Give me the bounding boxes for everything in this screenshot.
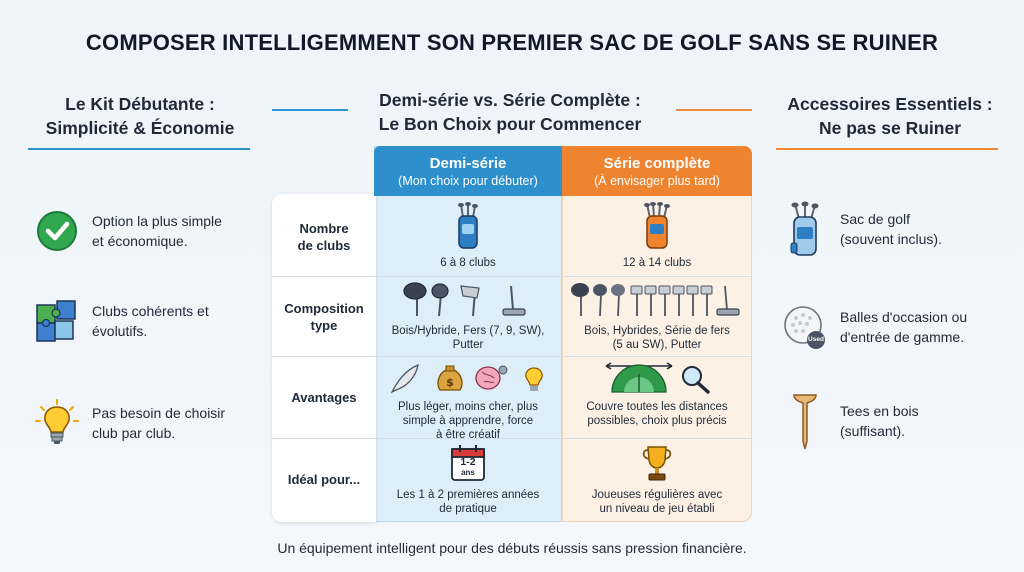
center-heading-line2: Le Bon Choix pour Commencer (378, 114, 642, 134)
left-column-heading (20, 92, 260, 140)
half-set-header (374, 146, 562, 196)
golf-ball-icon (782, 304, 828, 350)
right-item-line2: (suffisant). (840, 423, 906, 439)
center-heading-line1: Demi-série vs. Série Complète : (379, 90, 641, 110)
row-label-ideal-for (272, 448, 376, 510)
full-set-ideal-line2: un niveau de jeu établi (599, 503, 715, 515)
right-item-line2: d'entrée de gamme. (840, 329, 965, 345)
comparison-table (272, 146, 752, 522)
full-set-composition-line1: Bois, Hybrides, Série de fers (584, 325, 730, 337)
right-heading-line1: Accessoires Essentiels : (787, 94, 993, 114)
page-title: COMPOSER INTELLIGEMMENT SON PREMIER SAC DE GOLF SANS SE RUINER (85, 30, 939, 55)
advantages-icons (602, 362, 712, 394)
half-set-advantages-line3: à être créatif (436, 429, 500, 441)
right-item-golf-bag (782, 206, 942, 252)
half-set-club-count: 6 à 8 clubs (440, 257, 496, 269)
checkmark-icon (34, 208, 80, 254)
full-set-title: Série complète (603, 154, 711, 172)
half-set-advantages-cell (374, 362, 562, 442)
full-set-header (562, 146, 752, 196)
full-set-ideal-cell (562, 444, 752, 516)
row-label-line1: Nombre (299, 221, 349, 236)
svg-text:$: $ (446, 376, 454, 389)
golf-clubs-icon (571, 282, 743, 318)
puzzle-icon (34, 298, 80, 344)
magnifier-icon (683, 367, 708, 392)
golf-tee-icon (782, 398, 828, 444)
half-set-club-count-cell (374, 202, 562, 270)
half-set-ideal-line1: Les 1 à 2 premières années (396, 489, 540, 501)
golf-bag-icon (641, 202, 673, 250)
full-set-ideal-line1: Joueuses régulières avec (591, 489, 723, 501)
full-set-advantages-line1: Couvre toutes les distances (586, 401, 728, 413)
row-divider (272, 356, 752, 357)
left-heading-line2: Simplicité & Économie (45, 118, 235, 138)
full-set-composition-line2: (5 au SW), Putter (612, 339, 702, 351)
left-item-line1: Pas besoin de choisir (92, 405, 226, 421)
footer-caption: Un équipement intelligent pour des débuts réussis sans pression financière. (277, 540, 747, 556)
right-item-line1: Sac de golf (840, 211, 911, 227)
calendar-unit: ans (461, 468, 475, 477)
left-item-line1: Clubs cohérents et (92, 303, 209, 319)
right-item-tees (782, 398, 919, 444)
money-bag-icon (438, 366, 462, 390)
left-item-line2: club par club. (92, 425, 176, 441)
idea-bulb-icon (526, 368, 542, 391)
calendar-icon (450, 444, 486, 482)
center-column-heading (330, 88, 690, 136)
right-heading-underline (776, 148, 998, 150)
half-set-title: Demi-série (429, 154, 507, 172)
full-set-advantages-cell (562, 362, 752, 428)
half-set-advantages-line1: Plus léger, moins cher, plus (398, 401, 538, 413)
half-set-subtitle: (Mon choix pour débuter) (398, 173, 538, 188)
half-set-composition-line2: Putter (452, 339, 484, 351)
full-set-composition-cell (562, 282, 752, 352)
half-set-composition-cell (374, 282, 562, 352)
row-label-line2: type (310, 318, 338, 333)
left-heading-underline (28, 148, 250, 150)
right-column-heading (770, 92, 1010, 140)
right-item-line2: (souvent inclus). (840, 231, 942, 247)
advantages-icons (388, 362, 548, 394)
row-divider (272, 276, 752, 277)
distance-gauge-icon (606, 363, 672, 392)
half-set-composition-line1: Bois/Hybride, Fers (7, 9, SW), (391, 325, 545, 337)
row-label-line1: Composition (284, 301, 364, 316)
full-set-club-count-cell (562, 202, 752, 270)
half-set-ideal-line2: de pratique (439, 503, 497, 515)
trophy-icon (639, 444, 675, 482)
left-heading-line1: Le Kit Débutante : (65, 94, 215, 114)
feather-icon (392, 365, 418, 392)
row-label-line1: Avantages (291, 389, 357, 405)
half-set-ideal-cell (374, 444, 562, 516)
brain-icon (476, 366, 507, 389)
used-badge: Used (808, 336, 824, 343)
left-item-line2: et économique. (92, 233, 188, 249)
right-item-golf-balls (782, 304, 967, 350)
right-item-line1: Balles d'occasion ou (840, 309, 968, 325)
full-set-subtitle: (À envisager plus tard) (594, 173, 720, 188)
full-set-advantages-line2: possibles, choix plus précis (587, 415, 727, 427)
golf-clubs-icon (403, 282, 533, 318)
row-label-line1: Idéal pour... (287, 471, 361, 487)
right-heading-line2: Ne pas se Ruiner (819, 118, 961, 138)
right-item-line1: Tees en bois (840, 403, 919, 419)
lightbulb-icon (34, 400, 80, 446)
left-item-no-choice (34, 400, 225, 446)
golf-bag-icon (453, 202, 483, 250)
row-label-advantages (272, 366, 376, 428)
row-label-line2: de clubs (297, 238, 351, 253)
left-item-simple (34, 208, 222, 254)
half-set-advantages-line2: simple à apprendre, force (402, 415, 534, 427)
full-set-club-count: 12 à 14 clubs (622, 257, 692, 269)
left-item-line2: évolutifs. (92, 323, 148, 339)
left-item-coherent (34, 298, 209, 344)
row-label-club-count (272, 206, 376, 268)
row-label-composition (272, 286, 376, 348)
left-item-line1: Option la plus simple (92, 213, 222, 229)
golf-bag-icon (782, 206, 828, 252)
calendar-number: 1-2 (460, 456, 476, 468)
